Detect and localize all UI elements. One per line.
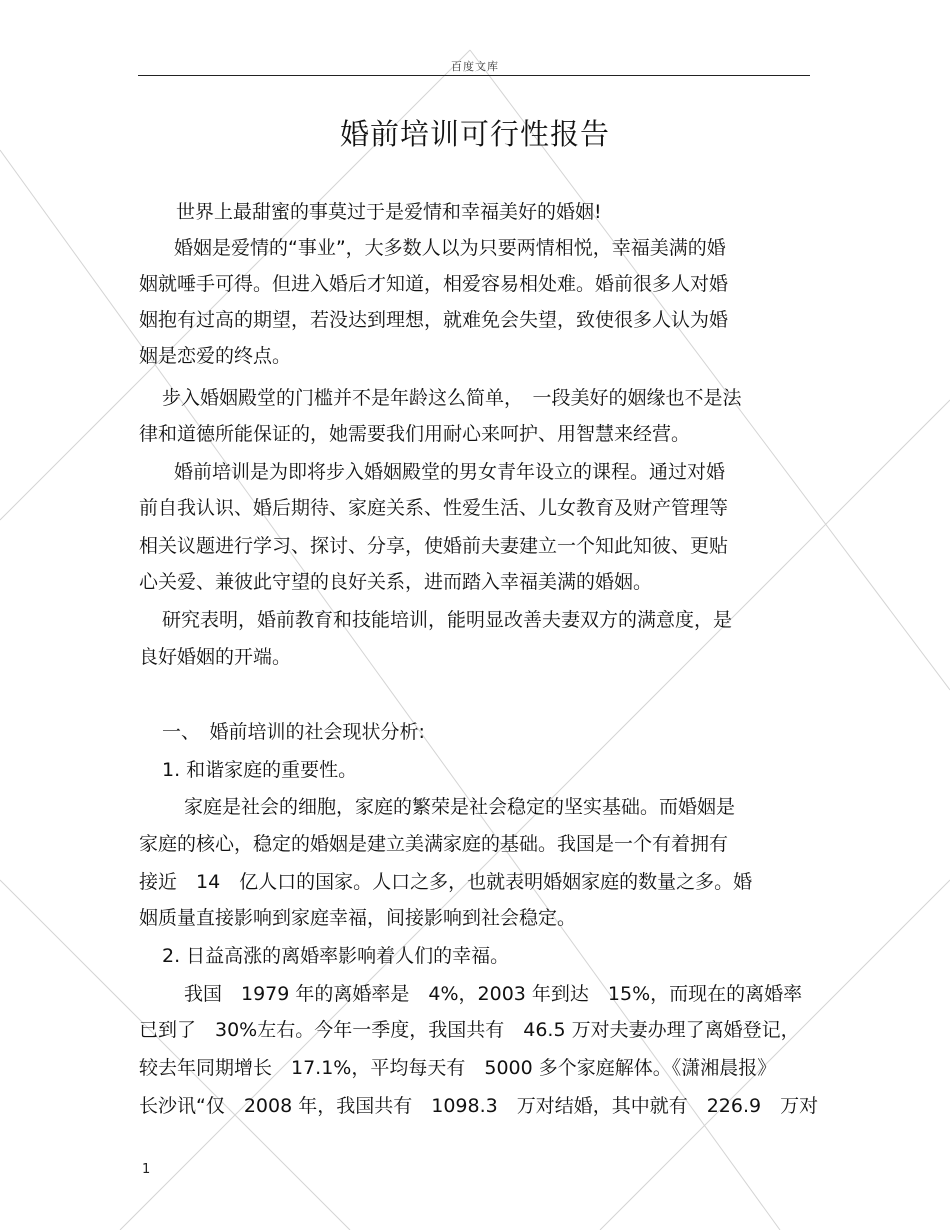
section-heading: 一、 婚前培训的社会现状分析: xyxy=(162,721,425,743)
paragraph-line: 前自我认识、婚后期待、家庭关系、性爱生活、儿女教育及财产管理等 xyxy=(139,497,729,519)
paragraph-line: 姻质量直接影响到家庭幸福，间接影响到社会稳定。 xyxy=(139,907,577,929)
subsection-heading: 1. 和谐家庭的重要性。 xyxy=(162,759,358,781)
subsection-heading: 2. 日益高涨的离婚率影响着人们的幸福。 xyxy=(162,945,510,967)
paragraph-line: 世界上最甜蜜的事莫过于是爱情和幸福美好的婚姻! xyxy=(176,201,602,223)
paragraph-line: 姻就唾手可得。但进入婚后才知道，相爱容易相处难。婚前很多人对婚 xyxy=(139,273,729,295)
paragraph-line: 婚姻是爱情的“事业”，大多数人以为只要两情相悦，幸福美满的婚 xyxy=(174,237,726,259)
paragraph-line: 较去年同期增长 17.1%，平均每天有 5000 多个家庭解体。《潇湘晨报》 xyxy=(139,1057,777,1079)
header-brand: 百度文库 xyxy=(451,60,499,73)
paragraph-line: 姻是恋爱的终点。 xyxy=(139,345,292,367)
paragraph-line: 研究表明，婚前教育和技能培训，能明显改善夫妻双方的满意度，是 xyxy=(162,609,733,631)
paragraph-line: 心关爱、兼彼此守望的良好关系，进而踏入幸福美满的婚姻。 xyxy=(139,571,653,593)
page-number: 1 xyxy=(142,1162,151,1177)
paragraph-line: 家庭是社会的细胞，家庭的繁荣是社会稳定的坚实基础。而婚姻是 xyxy=(184,796,736,818)
document-title: 婚前培训可行性报告 xyxy=(339,117,610,151)
header-divider xyxy=(138,75,810,76)
paragraph-line: 我国 1979 年的离婚率是 4%，2003 年到达 15%，而现在的离婚率 xyxy=(184,983,803,1005)
paragraph-line: 已到了 30%左右。今年一季度，我国共有 46.5 万对夫妻办理了离婚登记， xyxy=(139,1019,800,1041)
paragraph-line: 相关议题进行学习、探讨、分享，使婚前夫妻建立一个知此知彼、更贴 xyxy=(139,535,729,557)
paragraph-line: 姻抱有过高的期望，若没达到理想，就难免会失望，致使很多人认为婚 xyxy=(139,309,729,331)
paragraph-line: 接近 14 亿人口的国家。人口之多，也就表明婚姻家庭的数量之多。婚 xyxy=(139,871,753,893)
paragraph-line: 长沙讯“仅 2008 年，我国共有 1098.3 万对结婚，其中就有 226.9 万对 xyxy=(139,1095,819,1117)
paragraph-line: 步入婚姻殿堂的门槛并不是年龄这么简单， 一段美好的姻缘也不是法 xyxy=(162,387,742,409)
paragraph-line: 良好婚姻的开端。 xyxy=(139,646,292,668)
paragraph-line: 家庭的核心，稳定的婚姻是建立美满家庭的基础。我国是一个有着拥有 xyxy=(139,833,729,855)
paragraph-line: 律和道德所能保证的，她需要我们用耐心来呵护、用智慧来经营。 xyxy=(139,423,691,445)
paragraph-line: 婚前培训是为即将步入婚姻殿堂的男女青年设立的课程。通过对婚 xyxy=(174,461,726,483)
